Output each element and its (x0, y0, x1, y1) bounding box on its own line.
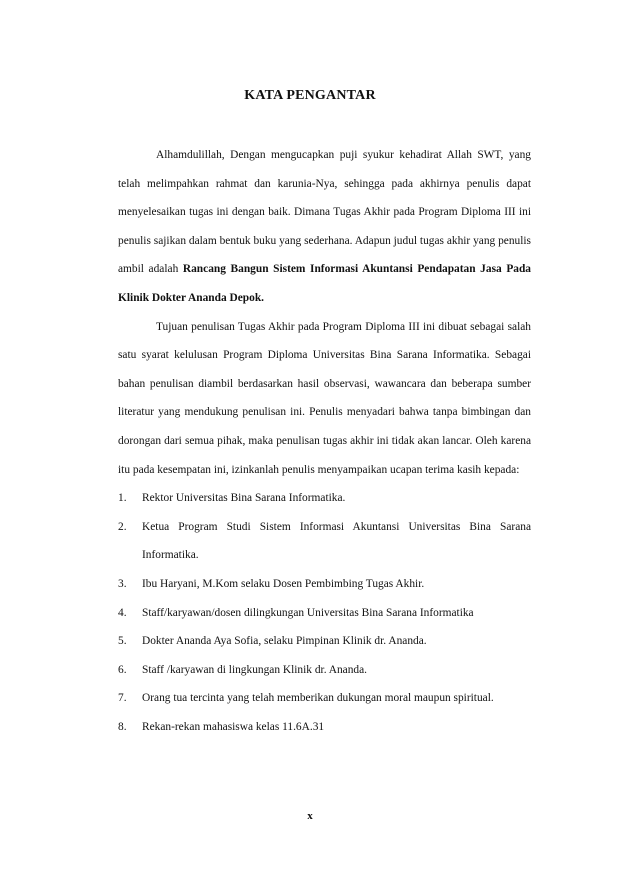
list-item-text: Ketua Program Studi Sistem Informasi Akuntansi Universitas Bina Sarana Informatika. (142, 520, 531, 562)
list-item-text: Rekan-rekan mahasiswa kelas 11.6A.31 (142, 720, 325, 733)
list-item-number: 1. (118, 492, 127, 505)
list-item (118, 484, 531, 513)
list-item-number: 6. (118, 663, 127, 676)
list-item-number: 4. (118, 606, 127, 619)
list-item-number: 3. (118, 577, 127, 590)
list-item (118, 627, 531, 656)
paragraph-purpose: Tujuan penulisan Tugas Akhir pada Program Diploma III ini dibuat sebagai salah satu syarat kelulusan Program Diploma Universitas Bina Sarana Informatika. Sebagai bahan penulisan diambil berdasarkan hasil observasi, wawancara dan beberapa sumber literatur yang mendukung penulisan ini. Penulis menyadari bahwa tanpa bimbingan dan dorongan dari semua pihak, maka penulisan tugas akhir ini tidak akan lancar. Oleh karena itu pada kesempatan ini, izinkanlah penulis menyampaikan ucapan terima kasih kepada: (118, 320, 531, 476)
list-item-number: 2. (118, 520, 127, 533)
paragraph-opening-text: Alhamdulillah, Dengan mengucapkan puji syukur kehadirat Allah SWT, yang telah melimpahkan rahmat dan karunia-Nya, sehingga pada akhirnya penulis dapat menyelesaikan tugas ini dengan baik. Dimana Tugas Akhir pada Program Diploma III ini penulis sajikan dalam bentuk buku yang sederhana. Adapun judul tugas akhir yang penulis ambil adalah (118, 149, 531, 276)
list-item-number: 5. (118, 635, 127, 648)
list-item (118, 599, 531, 628)
list-item-text: Orang tua tercinta yang telah memberikan dukungan moral maupun spiritual. (142, 692, 494, 705)
list-item (118, 513, 531, 570)
list-item-number: 8. (118, 720, 127, 733)
thesis-title: Rancang Bangun Sistem Informasi Akuntansi Pendapatan Jasa Pada Klinik Dokter Ananda Depok. (118, 263, 531, 304)
page-title: KATA PENGANTAR (244, 88, 376, 103)
list-item (118, 684, 531, 713)
list-item-text: Staff/karyawan/dosen dilingkungan Universitas Bina Sarana Informatika (142, 606, 474, 619)
list-item-number: 7. (118, 692, 127, 705)
list-item-text: Staff /karyawan di lingkungan Klinik dr. Ananda. (142, 663, 368, 676)
paragraph-opening (118, 141, 531, 313)
list-item (118, 713, 531, 742)
list-item-text: Dokter Ananda Aya Sofia, selaku Pimpinan Klinik dr. Ananda. (142, 635, 427, 648)
list-item (118, 570, 531, 599)
list-item-text: Rektor Universitas Bina Sarana Informatika. (142, 492, 346, 505)
acknowledgement-list (118, 484, 531, 741)
list-item-text: Ibu Haryani, M.Kom selaku Dosen Pembimbing Tugas Akhir. (142, 577, 425, 590)
document-body (118, 141, 531, 741)
list-item (118, 656, 531, 685)
page-number: x (307, 810, 313, 822)
